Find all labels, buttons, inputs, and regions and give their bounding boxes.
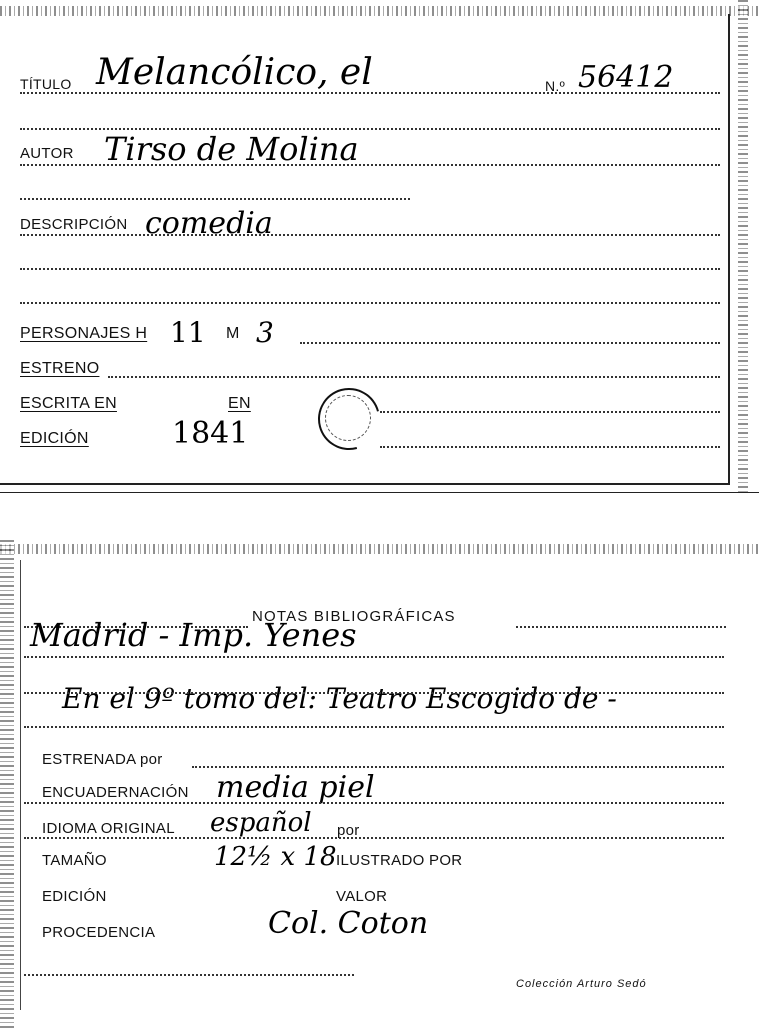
valor-label: VALOR <box>336 888 388 905</box>
dotted-line <box>24 974 354 976</box>
nota-line-1: Madrid - Imp. Yenes <box>30 616 357 654</box>
personajes-m-value: 3 <box>256 316 274 349</box>
dotted-line <box>20 92 720 94</box>
dotted-line <box>24 802 724 804</box>
autor-label: AUTOR <box>20 145 74 162</box>
tamano-label: TAMAÑO <box>42 852 107 869</box>
catalog-card-top <box>0 0 759 495</box>
encuadernacion-label: ENCUADERNACIÓN <box>42 784 189 801</box>
dotted-line <box>108 376 720 378</box>
procedencia-value: Col. Coton <box>268 906 429 941</box>
dotted-line <box>24 692 724 694</box>
titulo-label: TÍTULO <box>20 76 72 92</box>
personajes-m-label: M <box>226 325 240 342</box>
dotted-line <box>192 766 724 768</box>
en-label: EN <box>228 395 251 412</box>
dotted-line <box>24 656 724 658</box>
dotted-line <box>24 726 724 728</box>
por-label: por <box>337 822 360 839</box>
edicion-value: 1841 <box>172 416 249 451</box>
card-torn-edge <box>738 0 748 495</box>
card-border <box>0 483 730 485</box>
dotted-line <box>20 164 720 166</box>
numero-value: 56412 <box>578 60 674 95</box>
dotted-line <box>380 411 720 413</box>
escrita-label: ESCRITA EN <box>20 395 117 412</box>
card-edge <box>0 492 759 493</box>
dotted-line <box>20 234 720 236</box>
personajes-label: PERSONAJES H <box>20 325 148 342</box>
numero-label: N.º <box>545 78 566 94</box>
idioma-label: IDIOMA ORIGINAL <box>42 820 175 837</box>
nota-line-2: En el 9º tomo del: Teatro Escogido de - <box>62 682 617 715</box>
dotted-line <box>516 626 726 628</box>
personajes-h-value: 11 <box>170 316 206 349</box>
card-border <box>20 560 21 1010</box>
catalog-card-bottom <box>0 540 759 1028</box>
descripcion-value: comedia <box>145 206 273 241</box>
dotted-line <box>300 342 720 344</box>
notas-label: NOTAS BIBLIOGRÁFICAS <box>252 608 456 625</box>
circular-stamp-inner <box>325 395 371 441</box>
estrenada-label: ESTRENADA por <box>42 751 163 768</box>
footer-collection: Colección Arturo Sedó <box>516 978 647 990</box>
ilustrado-label: ILUSTRADO POR <box>336 852 463 869</box>
encuadernacion-value: media piel <box>216 770 375 805</box>
edicion-label: EDICIÓN <box>20 430 89 447</box>
card-torn-edge <box>0 544 759 554</box>
card-torn-edge <box>0 6 759 16</box>
dotted-line <box>24 837 724 839</box>
estreno-label: ESTRENO <box>20 360 100 377</box>
tamano-value: 12½ x 18 <box>214 842 337 872</box>
procedencia-label: PROCEDENCIA <box>42 924 156 941</box>
card-border <box>728 14 730 484</box>
titulo-value: Melancólico, el <box>96 52 373 93</box>
dotted-line <box>380 446 720 448</box>
dotted-line <box>20 302 720 304</box>
card-torn-edge <box>0 540 14 1028</box>
autor-value: Tirso de Molina <box>104 130 359 168</box>
idioma-value: español <box>210 808 312 838</box>
dotted-line <box>20 268 720 270</box>
edicion2-label: EDICIÓN <box>42 888 107 905</box>
dotted-line <box>20 198 410 200</box>
descripcion-label: DESCRIPCIÓN <box>20 216 128 233</box>
